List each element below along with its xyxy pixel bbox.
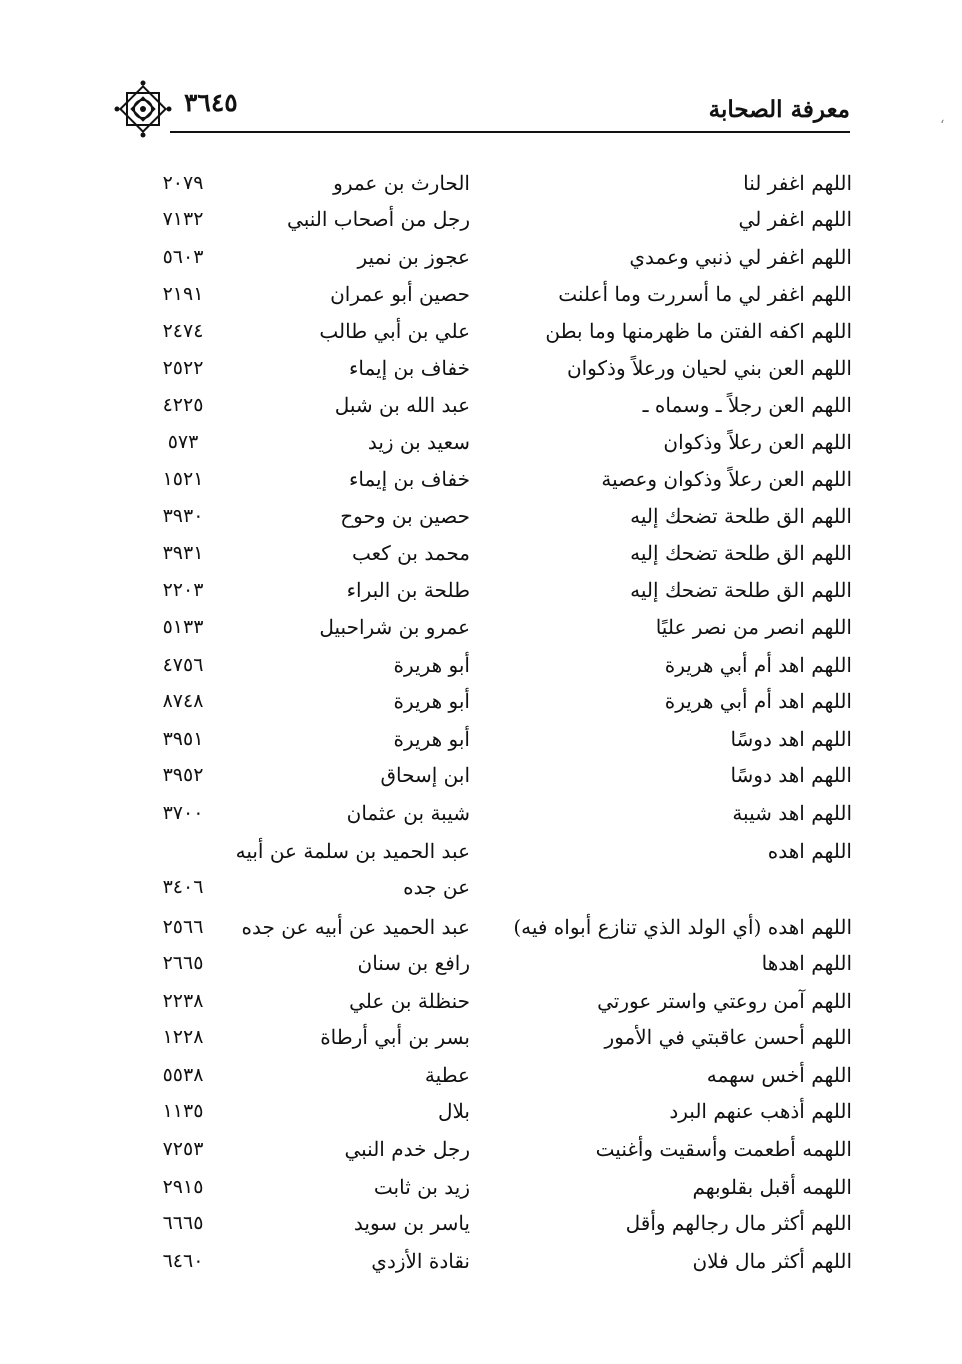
index-reference-number: ٢٩١٥ <box>162 1176 204 1198</box>
index-phrase: اللهم آمن روعتي واستر عورتي <box>597 989 852 1013</box>
index-row <box>0 650 962 686</box>
index-narrator: عبد الله بن شبل <box>334 393 470 417</box>
index-reference-number: ٣٧٠٠ <box>162 802 204 824</box>
index-narrator: حصين أبو عمران <box>330 282 470 306</box>
index-phrase: اللهم العن بني لحيان ورعلاً وذكوان <box>566 356 852 380</box>
index-narrator: عمرو بن شراحبيل <box>319 615 470 639</box>
index-narrator: الحارث بن عمرو <box>333 171 470 195</box>
index-row <box>0 427 962 463</box>
index-row <box>0 948 962 984</box>
index-reference-number: ٢٤٧٤ <box>162 320 204 342</box>
index-reference-number: ١٥٢١ <box>162 468 204 490</box>
index-row <box>0 986 962 1022</box>
index-reference-number: ٣٩٥٢ <box>162 764 204 786</box>
index-narrator: عبد الحميد بن سلمة عن أبيه <box>235 839 470 863</box>
index-phrase: اللهم اكفه الفتن ما ظهرمنها وما بطن <box>545 319 852 343</box>
index-phrase: اللهم اهد شيبة <box>732 801 852 825</box>
page-number: ٣٦٤٥ <box>184 88 238 117</box>
index-narrator: عبد الحميد عن أبيه عن جده <box>241 915 470 939</box>
index-row <box>0 464 962 500</box>
index-reference-number: ٣٩٥١ <box>162 728 204 750</box>
index-reference-number: ٥٥٣٨ <box>162 1064 204 1086</box>
index-phrase: اللهم أحسن عاقبتي في الأمور <box>604 1025 852 1049</box>
index-narrator: أبو هريرة <box>393 689 470 713</box>
index-narrator: أبو هريرة <box>393 727 470 751</box>
index-phrase: اللهمه أطعمت وأسقيت وأغنيت <box>595 1137 852 1161</box>
index-row <box>0 872 962 908</box>
index-narrator: حصين بن وحوح <box>340 504 470 528</box>
index-phrase: اللهم اهد أم أبي هريرة <box>664 653 852 677</box>
index-row <box>0 316 962 352</box>
index-reference-number: ٤٧٥٦ <box>162 654 204 676</box>
index-phrase: اللهم الق طلحة تضحك إليه <box>630 541 852 565</box>
index-phrase: اللهم اهده <box>767 839 852 863</box>
index-reference-number: ٧١٣٢ <box>162 208 204 230</box>
index-phrase: اللهم اهد دوسًا <box>730 727 852 751</box>
index-phrase: اللهم العن رعلاً وذكوان وعصية <box>601 467 852 491</box>
index-narrator: عطية <box>424 1063 470 1087</box>
index-reference-number: ٥٦٠٣ <box>162 246 204 268</box>
index-narrator: خفاف بن إيماء <box>349 356 470 380</box>
index-narrator: بلال <box>437 1099 470 1123</box>
index-narrator: بسر بن أبي أرطاة <box>320 1025 470 1049</box>
index-reference-number: ٥٧٣ <box>167 431 199 453</box>
index-narrator: عن جده <box>403 875 470 899</box>
index-narrator: عجوز بن نمير <box>357 245 470 269</box>
index-phrase: اللهم اهد أم أبي هريرة <box>664 689 852 713</box>
index-reference-number: ٦٦٦٥ <box>162 1212 204 1234</box>
index-narrator: ياسر بن سويد <box>353 1211 470 1235</box>
index-reference-number: ٣٤٠٦ <box>162 876 204 898</box>
index-row <box>0 279 962 315</box>
index-reference-number: ١١٣٥ <box>162 1100 204 1122</box>
index-narrator: محمد بن كعب <box>352 541 470 565</box>
index-narrator: رافع بن سنان <box>357 951 470 975</box>
margin-mark: ʻ <box>940 118 945 134</box>
index-phrase: اللهم العن رعلاً وذكوان <box>663 430 852 454</box>
index-row <box>0 760 962 796</box>
index-row <box>0 724 962 760</box>
index-phrase: اللهم الق طلحة تضحك إليه <box>630 504 852 528</box>
index-narrator: خفاف بن إيماء <box>349 467 470 491</box>
index-phrase: اللهم اغفر لي ما أسررت وما أعلنت <box>558 282 852 306</box>
index-row <box>0 836 962 872</box>
index-phrase: اللهم العن رجلاً ـ وسماه ـ <box>642 393 852 417</box>
header-rule <box>170 131 850 133</box>
index-phrase: اللهم أخس سهمه <box>706 1063 852 1087</box>
index-phrase: اللهم اهدها <box>761 951 852 975</box>
index-narrator: طلحة بن البراء <box>346 578 470 602</box>
index-reference-number: ٦٤٦٠ <box>162 1250 204 1272</box>
index-phrase: اللهم أكثر مال فلان <box>692 1249 852 1273</box>
index-narrator: علي بن أبي طالب <box>319 319 470 343</box>
index-row <box>0 912 962 948</box>
index-row <box>0 204 962 240</box>
index-reference-number: ٥١٣٣ <box>162 616 204 638</box>
index-reference-number: ٢٢٣٨ <box>162 990 204 1012</box>
index-row <box>0 1208 962 1244</box>
page-header <box>120 84 850 134</box>
index-narrator: حنظلة بن علي <box>349 989 470 1013</box>
index-phrase: اللهم الق طلحة تضحك إليه <box>630 578 852 602</box>
index-narrator: أبو هريرة <box>393 653 470 677</box>
index-row <box>0 798 962 834</box>
index-row <box>0 242 962 278</box>
index-narrator: رجل من أصحاب النبي <box>287 207 470 231</box>
book-title: معرفة الصحابة <box>708 96 850 123</box>
index-phrase: اللهم أكثر مال رجالهم وأقل <box>625 1211 852 1235</box>
index-narrator: رجل خدم النبي <box>344 1137 470 1161</box>
index-narrator: زيد بن ثابت <box>373 1175 470 1199</box>
index-reference-number: ٧٢٥٣ <box>162 1138 204 1160</box>
index-row <box>0 390 962 426</box>
index-reference-number: ٢٥٢٢ <box>162 357 204 379</box>
index-narrator: نقادة الأزدي <box>371 1249 470 1273</box>
index-phrase: اللهم اغفر لنا <box>743 171 852 195</box>
index-reference-number: ٤٢٢٥ <box>162 394 204 416</box>
index-narrator: شيبة بن عثمان <box>346 801 470 825</box>
index-reference-number: ١٢٢٨ <box>162 1026 204 1048</box>
index-reference-number: ٢٠٧٩ <box>162 172 204 194</box>
index-row <box>0 686 962 722</box>
index-phrase: اللهم انصر من نصر عليًا <box>655 615 852 639</box>
index-row <box>0 1096 962 1132</box>
index-row <box>0 353 962 389</box>
index-row <box>0 575 962 611</box>
index-row <box>0 1172 962 1208</box>
index-row <box>0 1022 962 1058</box>
index-row <box>0 1246 962 1282</box>
index-reference-number: ٣٩٣١ <box>162 542 204 564</box>
index-phrase: اللهم اهد دوسًا <box>730 763 852 787</box>
index-row <box>0 538 962 574</box>
index-phrase: اللهم اغفر لي <box>738 207 852 231</box>
index-narrator: سعيد بن زيد <box>367 430 470 454</box>
index-phrase: اللهم اهده (أي الولد الذي تنازع أبواه فيه) <box>513 915 852 939</box>
index-reference-number: ٨٧٤٨ <box>162 690 204 712</box>
index-row <box>0 1060 962 1096</box>
index-reference-number: ٢٢٠٣ <box>162 579 204 601</box>
index-row <box>0 168 962 204</box>
index-row <box>0 1134 962 1170</box>
index-row <box>0 501 962 537</box>
index-reference-number: ٢٥٦٦ <box>162 916 204 938</box>
index-reference-number: ٣٩٣٠ <box>162 505 204 527</box>
index-narrator: ابن إسحاق <box>380 763 470 787</box>
index-reference-number: ٢١٩١ <box>162 283 204 305</box>
index-reference-number: ٢٦٦٥ <box>162 952 204 974</box>
octagonal-ornament-icon <box>114 80 172 138</box>
index-phrase: اللهم اغفر لي ذنبي وعمدي <box>629 245 852 269</box>
index-phrase: اللهمه أقبل بقلوبهم <box>692 1175 852 1199</box>
index-phrase: اللهم أذهب عنهم البرد <box>669 1099 852 1123</box>
index-row <box>0 612 962 648</box>
